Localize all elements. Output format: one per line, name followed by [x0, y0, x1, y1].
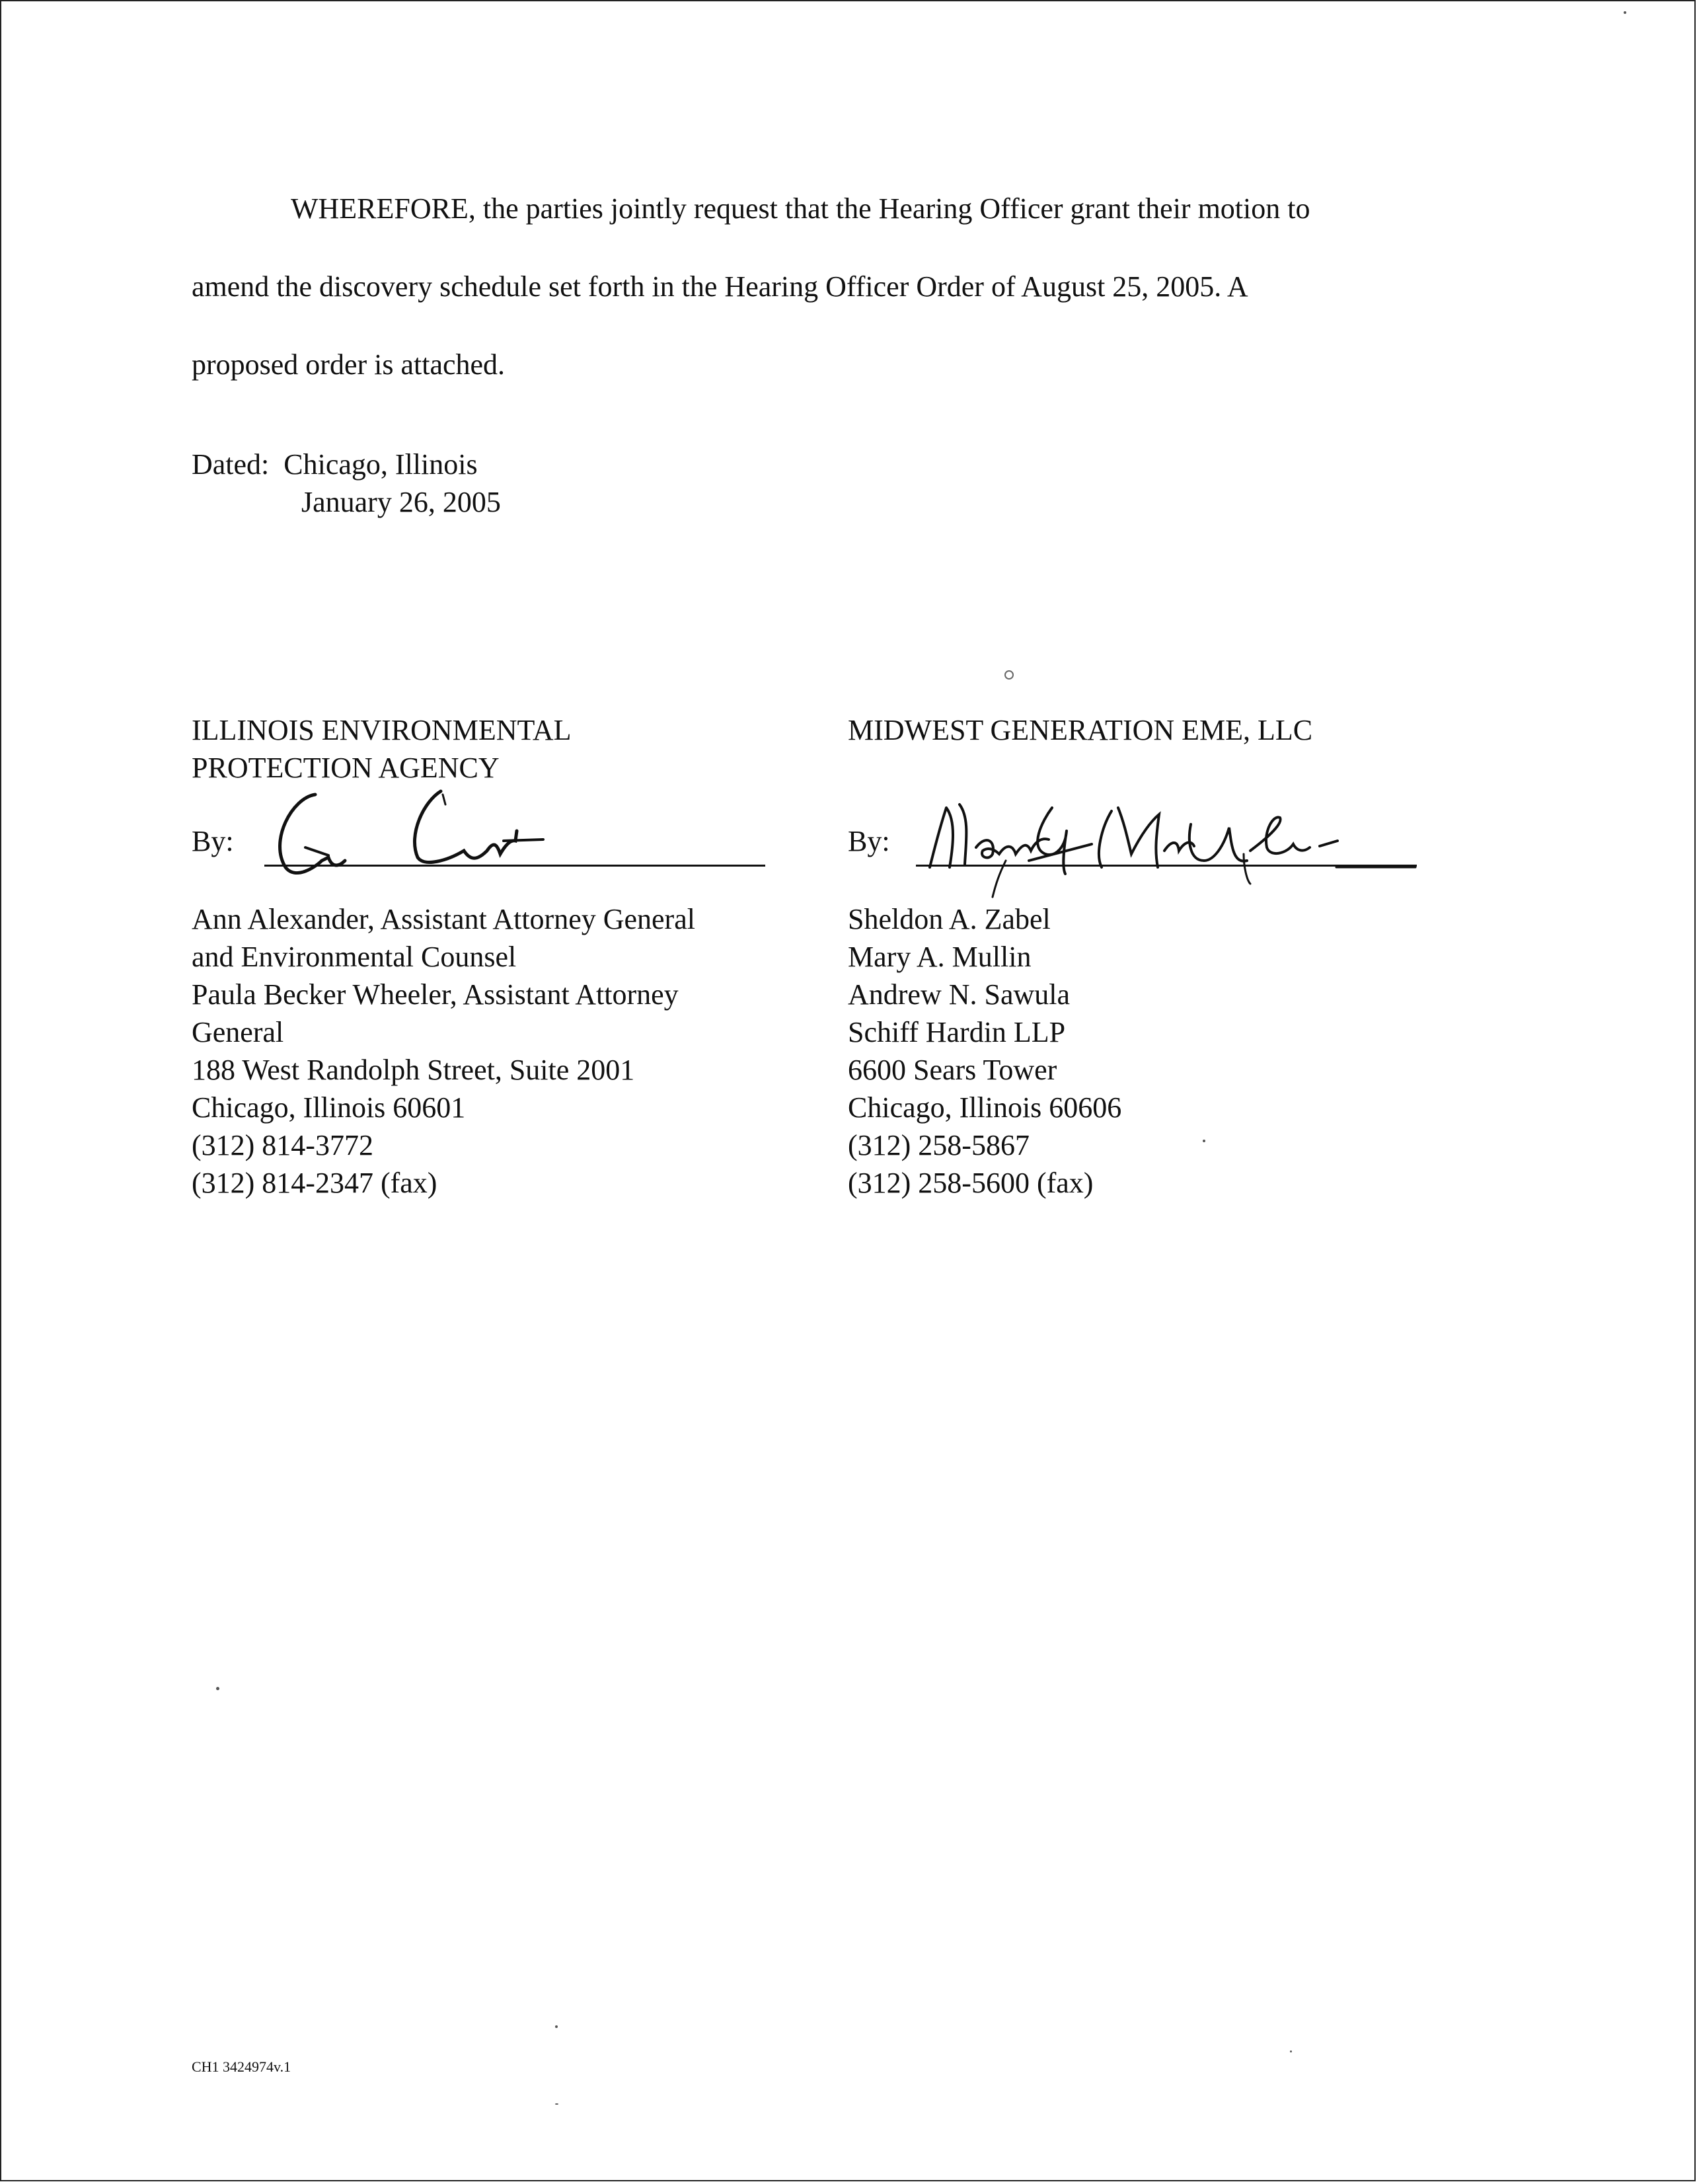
scan-speck	[1203, 1140, 1205, 1142]
left-contact-line: (312) 814-2347 (fax)	[192, 1167, 437, 1199]
scan-speck	[555, 2103, 558, 2105]
paragraph-line-1: WHEREFORE, the parties jointly request that the Hearing Officer grant their motion to	[291, 192, 1310, 225]
right-signature-image	[913, 768, 1429, 900]
right-contact-block	[848, 900, 1121, 1202]
right-party-name-line-1: MIDWEST GENERATION EME, LLC	[848, 714, 1313, 746]
dated-label: Dated:	[192, 448, 270, 481]
right-contact-line: (312) 258-5600 (fax)	[848, 1167, 1094, 1199]
scan-speck	[216, 1687, 219, 1690]
right-contact-line: (312) 258-5867	[848, 1129, 1030, 1161]
left-contact-line: Chicago, Illinois 60601	[192, 1091, 466, 1124]
left-contact-line: and Environmental Counsel	[192, 941, 517, 973]
right-contact-line: Chicago, Illinois 60606	[848, 1091, 1122, 1124]
left-contact-line: General	[192, 1016, 284, 1048]
left-contact-line: Ann Alexander, Assistant Attorney General	[192, 903, 695, 935]
right-contact-line: Mary A. Mullin	[848, 941, 1032, 973]
paragraph-line-2: amend the discovery schedule set forth in the Hearing Officer Order of August 25, 2005. A	[192, 270, 1248, 303]
dated-place: Chicago, Illinois	[283, 448, 478, 481]
paragraph-line-3: proposed order is attached.	[192, 348, 506, 381]
scan-speck	[1624, 11, 1626, 14]
left-contact-line: 188 West Randolph Street, Suite 2001	[192, 1054, 635, 1086]
scan-speck	[555, 2025, 558, 2028]
wherefore-paragraph	[192, 170, 1540, 404]
left-contact-block	[192, 900, 695, 1202]
document-id: CH1 3424974v.1	[192, 2058, 291, 2075]
right-by-label: By:	[848, 825, 890, 857]
scan-speck	[1290, 2050, 1292, 2052]
right-contact-line: 6600 Sears Tower	[848, 1054, 1057, 1086]
right-party-name	[848, 711, 1476, 749]
dated-block	[192, 446, 501, 521]
left-party-name-line-1: ILLINOIS ENVIRONMENTAL	[192, 714, 572, 746]
left-by-label: By:	[192, 825, 234, 857]
dated-date: January 26, 2005	[301, 486, 501, 518]
left-signature-image	[266, 768, 636, 900]
left-party-name-line-2: PROTECTION AGENCY	[192, 752, 500, 784]
left-contact-line: Paula Becker Wheeler, Assistant Attorney	[192, 978, 679, 1011]
right-contact-line: Schiff Hardin LLP	[848, 1016, 1066, 1048]
right-contact-line: Andrew N. Sawula	[848, 978, 1071, 1011]
left-contact-line: (312) 814-3772	[192, 1129, 373, 1161]
scan-speck	[1004, 670, 1014, 680]
right-contact-line: Sheldon A. Zabel	[848, 903, 1051, 935]
